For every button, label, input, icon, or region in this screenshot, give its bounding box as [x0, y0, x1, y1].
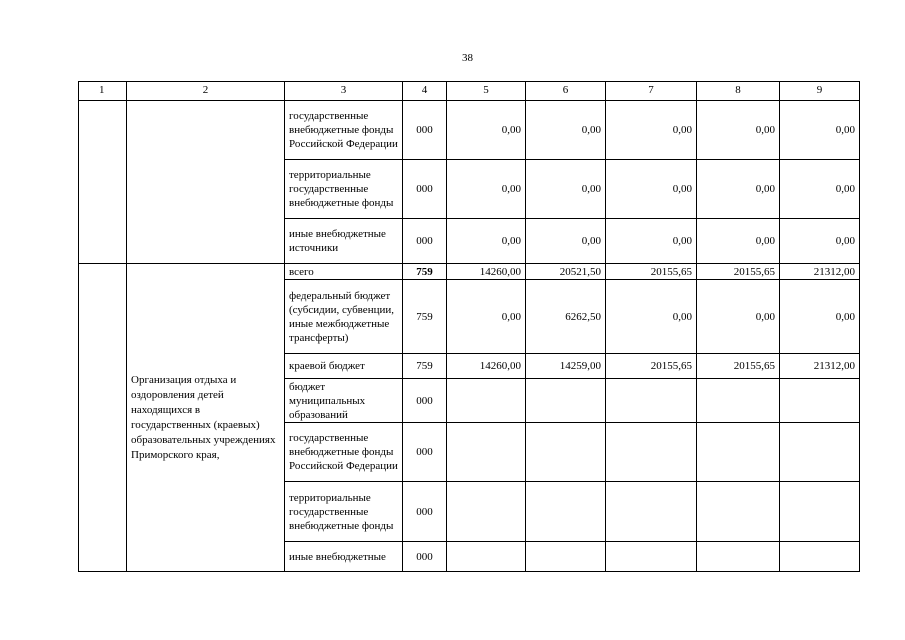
value-cell	[780, 379, 860, 423]
header-cell: 5	[447, 82, 526, 101]
code-cell: 759	[403, 280, 447, 354]
funding-source-cell: государственные внебюджетные фонды Российской Федерации	[285, 423, 403, 482]
code-cell: 759	[403, 264, 447, 280]
funding-source-cell: всего	[285, 264, 403, 280]
value-cell: 14260,00	[447, 354, 526, 379]
row-number-cell	[79, 264, 127, 572]
funding-source-cell: федеральный бюджет (субсидии, субвенции, иные межбюджетные трансферты)	[285, 280, 403, 354]
value-cell: 0,00	[447, 101, 526, 160]
code-cell: 000	[403, 482, 447, 542]
value-cell	[697, 379, 780, 423]
row-number-cell	[79, 101, 127, 264]
code-cell: 000	[403, 101, 447, 160]
value-cell	[447, 379, 526, 423]
value-cell: 0,00	[697, 160, 780, 219]
funding-source-cell: государственные внебюджетные фонды Российской Федерации	[285, 101, 403, 160]
value-cell: 0,00	[526, 219, 606, 264]
value-cell	[780, 542, 860, 572]
value-cell: 20155,65	[606, 264, 697, 280]
value-cell: 20155,65	[697, 354, 780, 379]
header-cell: 1	[79, 82, 127, 101]
value-cell	[780, 423, 860, 482]
value-cell	[606, 379, 697, 423]
value-cell	[697, 542, 780, 572]
value-cell: 14259,00	[526, 354, 606, 379]
funding-source-cell: территориальные государственные внебюджетные фонды	[285, 160, 403, 219]
budget-table	[78, 81, 860, 572]
value-cell: 0,00	[606, 219, 697, 264]
value-cell: 0,00	[526, 160, 606, 219]
value-cell: 20155,65	[606, 354, 697, 379]
measure-name-cell: Организация отдыха и оздоровления детей находящихся в государственных (краевых) образовательных учреждениях Приморского края,	[127, 264, 285, 572]
value-cell: 0,00	[780, 219, 860, 264]
value-cell	[697, 482, 780, 542]
code-cell: 000	[403, 160, 447, 219]
value-cell: 20155,65	[697, 264, 780, 280]
value-cell	[697, 423, 780, 482]
funding-source-cell: иные внебюджетные	[285, 542, 403, 572]
value-cell: 20521,50	[526, 264, 606, 280]
value-cell	[526, 542, 606, 572]
code-cell: 000	[403, 542, 447, 572]
page-number: 38	[462, 52, 473, 64]
value-cell	[526, 482, 606, 542]
value-cell: 0,00	[447, 219, 526, 264]
header-cell: 3	[285, 82, 403, 101]
funding-source-cell: территориальные государственные внебюджетные фонды	[285, 482, 403, 542]
value-cell: 0,00	[780, 160, 860, 219]
funding-source-cell: краевой бюджет	[285, 354, 403, 379]
code-cell: 759	[403, 354, 447, 379]
value-cell: 0,00	[780, 101, 860, 160]
table-header-row	[79, 82, 860, 101]
value-cell	[606, 482, 697, 542]
header-cell: 6	[526, 82, 606, 101]
header-cell: 2	[127, 82, 285, 101]
value-cell: 0,00	[606, 160, 697, 219]
value-cell	[526, 423, 606, 482]
value-cell: 0,00	[606, 280, 697, 354]
code-cell: 000	[403, 423, 447, 482]
value-cell	[526, 379, 606, 423]
value-cell	[606, 542, 697, 572]
value-cell	[780, 482, 860, 542]
header-cell: 8	[697, 82, 780, 101]
code-cell: 000	[403, 379, 447, 423]
header-cell: 7	[606, 82, 697, 101]
value-cell: 0,00	[606, 101, 697, 160]
funding-source-cell: иные внебюджетные источники	[285, 219, 403, 264]
value-cell: 0,00	[697, 280, 780, 354]
measure-name-cell	[127, 101, 285, 264]
value-cell: 6262,50	[526, 280, 606, 354]
header-cell: 4	[403, 82, 447, 101]
value-cell: 0,00	[697, 219, 780, 264]
value-cell: 0,00	[697, 101, 780, 160]
table-row	[79, 101, 860, 160]
value-cell	[447, 542, 526, 572]
table-row	[79, 264, 860, 280]
value-cell	[447, 423, 526, 482]
value-cell: 21312,00	[780, 264, 860, 280]
value-cell: 21312,00	[780, 354, 860, 379]
header-cell: 9	[780, 82, 860, 101]
code-cell: 000	[403, 219, 447, 264]
value-cell: 0,00	[780, 280, 860, 354]
value-cell: 0,00	[447, 160, 526, 219]
value-cell: 0,00	[526, 101, 606, 160]
value-cell	[606, 423, 697, 482]
funding-source-cell: бюджет муниципальных образований	[285, 379, 403, 423]
value-cell: 0,00	[447, 280, 526, 354]
value-cell: 14260,00	[447, 264, 526, 280]
value-cell	[447, 482, 526, 542]
